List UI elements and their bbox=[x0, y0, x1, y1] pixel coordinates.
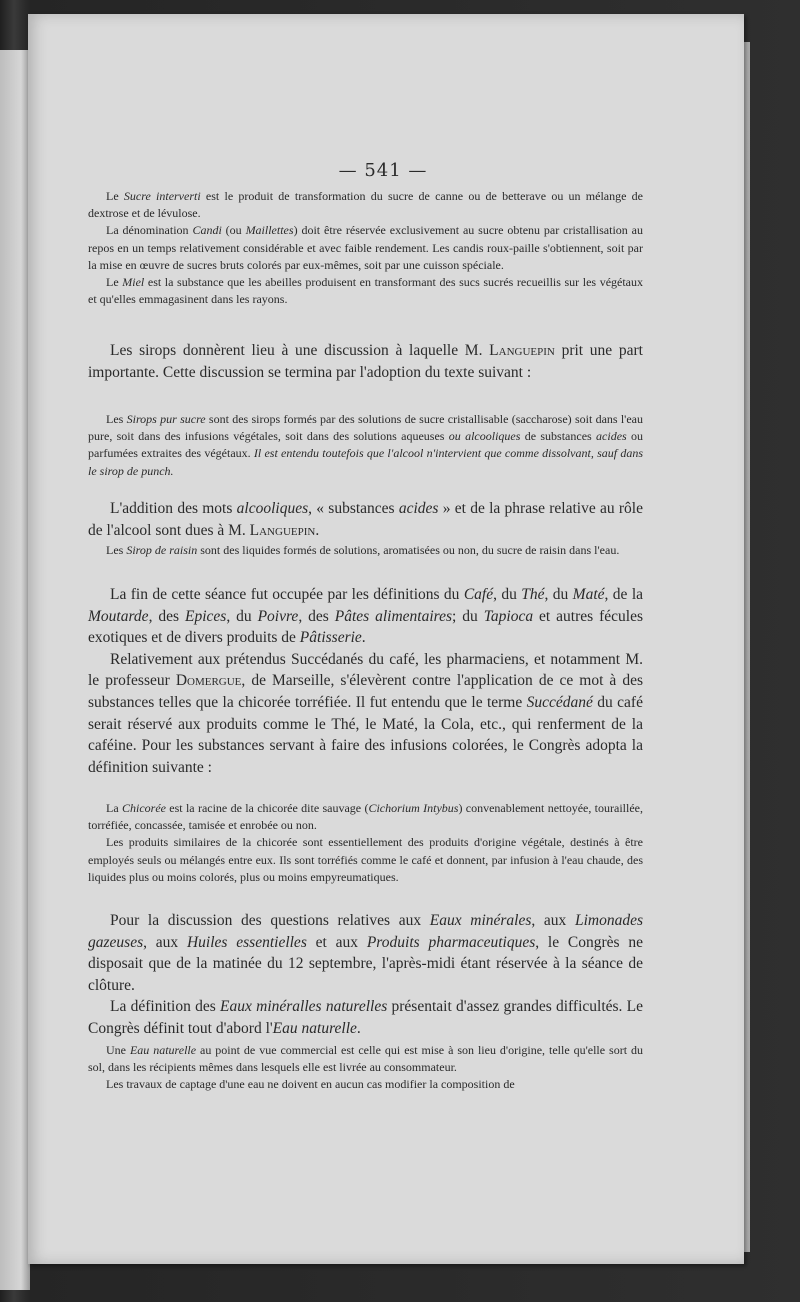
paragraph bbox=[88, 188, 643, 222]
text-run: , du bbox=[544, 586, 573, 603]
paragraph bbox=[88, 1076, 643, 1093]
text-block-chicoree bbox=[88, 800, 643, 886]
text-run: La définition des bbox=[110, 998, 221, 1016]
text-run: au point de vue commercial est celle qui est mise à son lieu d'origine, telle qu'elle sort du sol, dans les récipients mêmes dans lesquels elle est livrée au consommateur. bbox=[88, 1043, 643, 1075]
paragraph bbox=[88, 584, 643, 649]
text-run: , du bbox=[226, 607, 258, 625]
italic-text: Sirops pur sucre bbox=[126, 412, 206, 426]
previous-page-edge bbox=[0, 50, 30, 1290]
italic-text: Miel bbox=[122, 275, 145, 290]
text-run: La dénomination bbox=[106, 223, 193, 238]
text-run: Pour la discussion des questions relatives aux bbox=[110, 912, 430, 929]
text-run: Les bbox=[106, 543, 127, 557]
text-run: . bbox=[315, 521, 320, 539]
italic-text: acides bbox=[596, 429, 627, 444]
text-run: , de la bbox=[604, 586, 643, 603]
text-run: La fin de cette séance fut occupée par les définitions du bbox=[110, 586, 464, 603]
text-run: , le Congrès ne disposait que de la matinée du 12 septembre, l'après-midi étant réservée à la séance de clôture. bbox=[88, 933, 643, 994]
italic-text: Tapioca bbox=[483, 607, 534, 625]
small-caps-name: Domergue bbox=[175, 672, 242, 690]
text-run: . bbox=[356, 1019, 361, 1037]
text-run: Le bbox=[106, 189, 124, 203]
text-run: Relativement aux prétendus Succédanés du café, les pharmaciens, et notamment M. le professeur bbox=[88, 650, 643, 690]
italic-text: acides bbox=[398, 500, 439, 517]
italic-text: Epices bbox=[184, 607, 227, 625]
text-run: ; du bbox=[452, 607, 484, 625]
paragraph bbox=[88, 800, 643, 834]
text-block-sirops-definition bbox=[88, 411, 643, 480]
italic-text: Chicorée bbox=[121, 801, 166, 815]
text-block-sucres bbox=[88, 188, 643, 308]
paragraph bbox=[88, 274, 643, 308]
italic-text: Produits pharmaceutiques bbox=[366, 933, 536, 951]
italic-text: Café bbox=[463, 586, 494, 603]
text-run: sont des liquides formés de solutions, aromatisées ou non, du sucre de raisin dans l'eau. bbox=[197, 543, 620, 557]
italic-text: Pâtisserie bbox=[299, 629, 362, 647]
text-run: est la substance que les abeilles produisent en transformant des sucs sucrés recueillis sur les végétaux et qu'elles emmagasinent dans les rayons. bbox=[88, 275, 644, 307]
text-run: Les sirops donnèrent lieu à une discussion à laquelle M. bbox=[110, 342, 490, 359]
italic-text: Sucre interverti bbox=[123, 189, 201, 203]
page-number: — 541 — bbox=[338, 160, 428, 181]
text-run: , des bbox=[148, 607, 185, 625]
paragraph bbox=[88, 498, 643, 541]
italic-text: Eaux minérales bbox=[429, 912, 532, 929]
italic-text: Il est entendu toutefois que l'alcool n'intervient que comme dissolvant, sauf dans le sirop de punch. bbox=[88, 446, 643, 478]
italic-text: Maillettes bbox=[245, 223, 294, 238]
paragraph bbox=[88, 411, 643, 480]
text-block-eau-naturelle bbox=[88, 1042, 643, 1094]
paragraph bbox=[88, 542, 643, 559]
text-block-cafe-succedanes bbox=[88, 584, 643, 778]
italic-text: Cichorium Intybus bbox=[368, 801, 459, 815]
paragraph bbox=[88, 834, 643, 886]
text-run: . bbox=[361, 629, 366, 647]
text-run: ) convenablement nettoyée, touraillée, torréfiée, concassée, tamisée et enrobée ou non. bbox=[88, 801, 643, 833]
text-run: » et de la phrase relative au rôle de l'alcool sont dues à M. bbox=[88, 500, 643, 539]
italic-text: Maté bbox=[572, 586, 605, 603]
text-run: , de Marseille, s'élevèrent contre l'application de ce mot à des substances telles que la chicorée torréfiée. Il fut entendu que le terme bbox=[88, 672, 643, 711]
text-run: L'addition des mots bbox=[110, 500, 237, 517]
small-caps-name: Languepin bbox=[249, 521, 316, 539]
italic-text: Succédané bbox=[526, 693, 593, 711]
italic-text: Eau naturelle bbox=[272, 1019, 357, 1037]
text-run: La bbox=[106, 801, 122, 815]
text-block-sirops-discussion bbox=[88, 340, 643, 383]
text-run: , des bbox=[298, 607, 335, 625]
italic-text: Huiles essentielles bbox=[186, 933, 307, 951]
italic-text: Sirop de raisin bbox=[126, 543, 198, 557]
italic-text: Eau naturelle bbox=[129, 1043, 197, 1057]
italic-text: Moutarde bbox=[88, 607, 149, 625]
text-run: de substances bbox=[520, 429, 597, 444]
paragraph bbox=[88, 910, 643, 996]
text-run: est la racine de la chicorée dite sauvage ( bbox=[165, 801, 369, 815]
italic-text: Limonades gazeuses bbox=[88, 912, 644, 951]
italic-text: Thé bbox=[521, 586, 545, 603]
text-run: est le produit de transformation du sucre de canne ou de betterave ou un mélange de dextrose et de lévulose. bbox=[88, 189, 644, 221]
text-run: et aux bbox=[306, 933, 367, 951]
small-caps-name: Languepin bbox=[489, 342, 555, 359]
text-run: sont des sirops formés par des solutions de sucre cristallisable (saccharose) soit dans l'eau pure, soit dans des infusions végétales, soit dans des solutions aqueuses bbox=[88, 412, 643, 444]
text-run: présentait d'assez grandes difficultés. Le Congrès définit tout d'abord l' bbox=[88, 998, 644, 1037]
text-run: (ou bbox=[221, 223, 246, 238]
text-block-sirop-raisin bbox=[88, 542, 643, 559]
text-run: et autres fécules exotiques et de divers produits de bbox=[88, 607, 644, 647]
italic-text: Candi bbox=[192, 223, 222, 238]
text-run: , « substances bbox=[308, 500, 399, 517]
text-run: Les travaux de captage d'une eau ne doivent en aucun cas modifier la composition de bbox=[106, 1077, 515, 1092]
text-run: Les bbox=[106, 412, 127, 426]
text-run: Les produits similaires de la chicorée sont essentiellement des produits d'origine végétale, destinés à être employés seuls ou mélangés entre eux. Ils sont torréfiés comme le café et donnent, par infusion à l'eau chaude, des liquides plus ou moins colorés, plus ou moins empyreumatiques. bbox=[88, 835, 643, 884]
text-run: Une bbox=[106, 1043, 130, 1057]
italic-text: Pâtes alimentaires bbox=[334, 607, 453, 625]
text-run: Le bbox=[106, 275, 123, 290]
paragraph bbox=[88, 340, 643, 383]
italic-text: Eaux minéralles naturelles bbox=[220, 998, 388, 1016]
paragraph bbox=[88, 996, 643, 1039]
text-run: , aux bbox=[531, 912, 575, 929]
text-block-eaux-minerales bbox=[88, 910, 643, 1040]
text-block-addition bbox=[88, 498, 643, 541]
text-run: ou parfumées extraites des végétaux. bbox=[88, 429, 644, 461]
italic-text: ou alcooliques bbox=[448, 429, 521, 444]
text-run: , aux bbox=[143, 933, 187, 951]
italic-text: alcooliques bbox=[236, 500, 309, 517]
text-run: ) doit être réservée exclusivement au sucre obtenu par cristallisation au repos en un temps relativement considérable et avec faible rendement. Les candis roux-paille s'obtiennent, soit par la mise en œuvre de sucres bruts colorés par eux-mêmes, soit par une cuisson spéciale. bbox=[88, 223, 643, 272]
paragraph bbox=[88, 1042, 643, 1076]
paragraph bbox=[88, 649, 643, 779]
text-run: du café serait réservé aux produits comme le Thé, le Maté, la Cola, etc., qui renferment de la caféine. Pour les substances servant à faire des infusions colorées, le Congrès adopta la définition suivante : bbox=[88, 693, 643, 776]
paragraph bbox=[88, 222, 643, 274]
book-page bbox=[28, 14, 744, 1264]
text-run: , du bbox=[493, 586, 522, 603]
italic-text: Poivre bbox=[257, 607, 299, 625]
text-run: prit une part importante. Cette discussion se termina par l'adoption du texte suivant : bbox=[88, 342, 643, 381]
